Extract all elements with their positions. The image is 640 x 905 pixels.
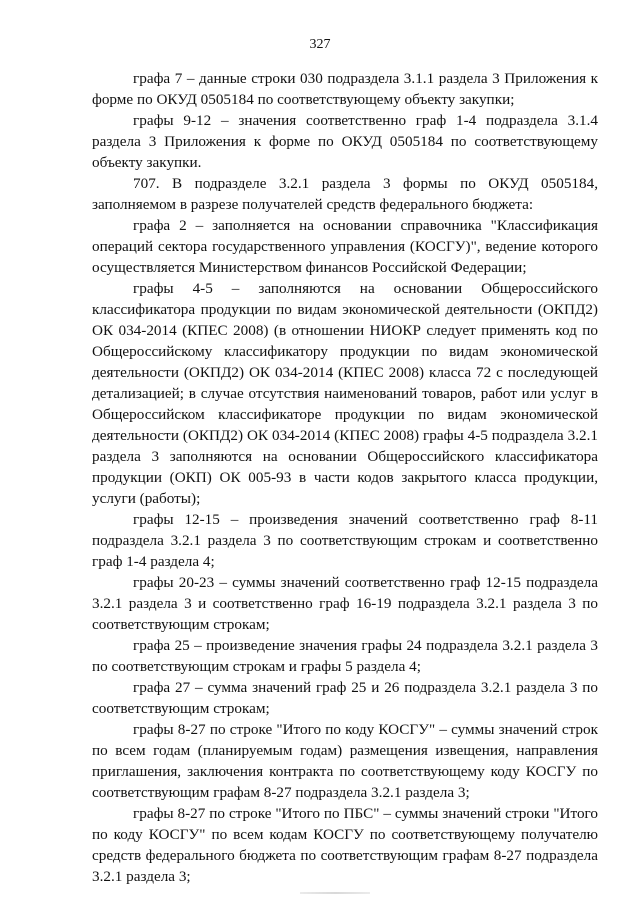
paragraph-item-707: 707. В подразделе 3.2.1 раздела 3 формы по ОКУД 0505184, заполняемом в разрезе получателей средств федерального бюджета: xyxy=(92,175,598,213)
paragraph-itogo-kosgu: графы 8-27 по строке "Итого по коду КОСГУ" – суммы значений строк по всем годам (планируемым годам) размещения извещения, направления приглашения, заключения контракта по соответствующему коду КОСГУ по соответствующим графам 8-27 подраздела 3.2.1 раздела 3; xyxy=(92,721,598,801)
paragraph-grafy-12-15: графы 12-15 – произведения значений соответственно граф 8-11 подраздела 3.2.1 раздела 3 по соответствующим строкам и соответственно граф 1-4 раздела 4; xyxy=(92,511,598,570)
paragraph-grafa-7: графа 7 – данные строки 030 подраздела 3.1.1 раздела 3 Приложения к форме по ОКУД 0505184 по соответствующему объекту закупки; xyxy=(92,70,598,108)
paragraph-grafa-25: графа 25 – произведение значения графы 24 подраздела 3.2.1 раздела 3 по соответствующим строкам и графы 5 раздела 4; xyxy=(92,637,598,675)
paragraph-grafy-20-23: графы 20-23 – суммы значений соответственно граф 12-15 подраздела 3.2.1 раздела 3 и соответственно граф 16-19 подраздела 3.2.1 раздела 3 по соответствующим строкам; xyxy=(92,574,598,633)
page-number: 327 xyxy=(309,37,331,52)
scan-artifact xyxy=(300,892,370,894)
paragraph-grafa-2: графа 2 – заполняется на основании справочника "Классификация операций сектора государственного управления (КОСГУ)", ведение которого осуществляется Министерством финансов Российской Федерации; xyxy=(92,217,598,276)
paragraph-grafy-4-5: графы 4-5 – заполняются на основании Общероссийского классификатора продукции по видам экономической деятельности (ОКПД2) ОК 034-2014 (КПЕС 2008) (в отношении НИОКР следует применять код по Общероссийскому классификатору продукции по видам экономической деятельности (ОКПД2) ОК 034-2014 (КПЕС 2008) класса 72 с последующей детализацией; в случае отсутствия наименований товаров, работ или услуг в Общероссийском классификаторе продукции по видам экономической деятельности (ОКПД2) ОК 034-2014 (КПЕС 2008) графы 4-5 подраздела 3.2.1 раздела 3 заполняются на основании Общероссийского классификатора продукции (ОКП) ОК 005-93 в части кодов закрытого класса продукции, услуги (работы); xyxy=(92,280,598,507)
paragraph-grafy-9-12: графы 9-12 – значения соответственно граф 1-4 подраздела 3.1.4 раздела 3 Приложения к форме по ОКУД 0505184 по соответствующему объекту закупки. xyxy=(92,112,598,171)
paragraph-itogo-pbs: графы 8-27 по строке "Итого по ПБС" – суммы значений строки "Итого по коду КОСГУ" по всем кодам КОСГУ по соответствующему получателю средств федерального бюджета по соответствующим графам 8-27 подраздела 3.2.1 раздела 3; xyxy=(92,805,598,885)
document-body xyxy=(92,68,598,887)
paragraph-grafa-27: графа 27 – сумма значений граф 25 и 26 подраздела 3.2.1 раздела 3 по соответствующим строкам; xyxy=(92,679,598,717)
